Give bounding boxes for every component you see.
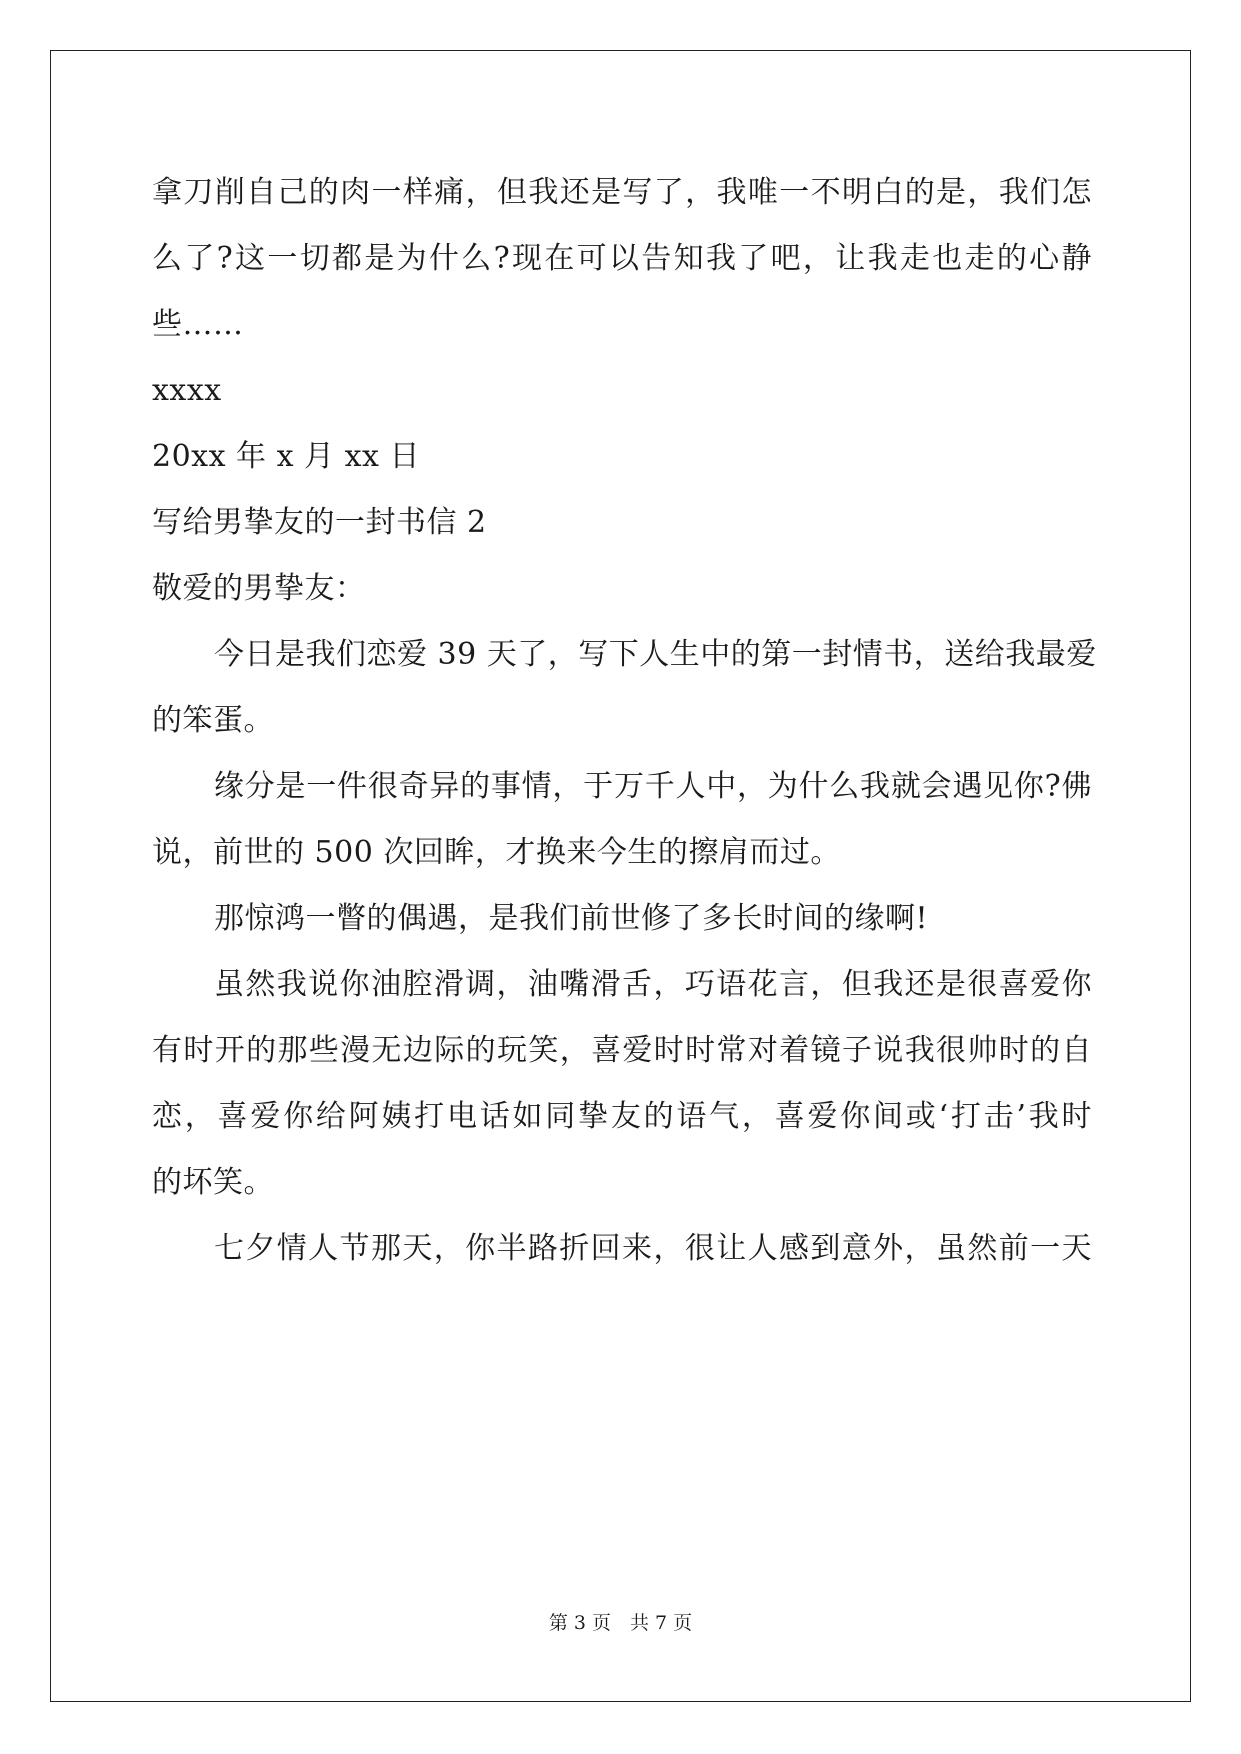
- document-body: [152, 160, 1097, 1282]
- text-line: 恋，喜爱你给阿姨打电话如同挚友的语气，喜爱你间或‘打击’我时: [152, 1099, 1092, 1134]
- signature-name: xxxx: [152, 373, 222, 408]
- letter-title: 写给男挚友的一封书信 2: [152, 505, 487, 540]
- text-line: 有时开的那些漫无边际的玩笑，喜爱时时常对着镜子说我很帅时的自: [152, 1033, 1092, 1068]
- text-line: 说，前世的 500 次回眸，才换来今生的擦肩而过。: [152, 835, 841, 870]
- text-line: 虽然我说你油腔滑调，油嘴滑舌，巧语花言，但我还是很喜爱你: [214, 967, 1092, 1002]
- letter-salutation: 敬爱的男挚友：: [152, 571, 366, 606]
- text-line: 缘分是一件很奇异的事情，于万千人中，为什么我就会遇见你?佛: [214, 769, 1092, 804]
- text-line: 今日是我们恋爱 39 天了，写下人生中的第一封情书，送给我最爱: [214, 637, 1097, 672]
- page-number: 第 3 页 共 7 页: [548, 1612, 693, 1634]
- text-line: 那惊鸿一瞥的偶遇，是我们前世修了多长时间的缘啊!: [214, 901, 929, 936]
- text-line: 七夕情人节那天，你半路折回来，很让人感到意外，虽然前一天: [214, 1231, 1092, 1266]
- text-line: 些……: [152, 307, 244, 342]
- signature-date: 20xx 年 x 月 xx 日: [152, 439, 420, 474]
- text-line: 拿刀削自己的肉一样痛，但我还是写了，我唯一不明白的是，我们怎: [152, 175, 1092, 210]
- text-line: 的笨蛋。: [152, 703, 274, 738]
- text-line: 么了?这一切都是为什么?现在可以告知我了吧，让我走也走的心静: [152, 241, 1092, 276]
- text-line: 的坏笑。: [152, 1165, 274, 1200]
